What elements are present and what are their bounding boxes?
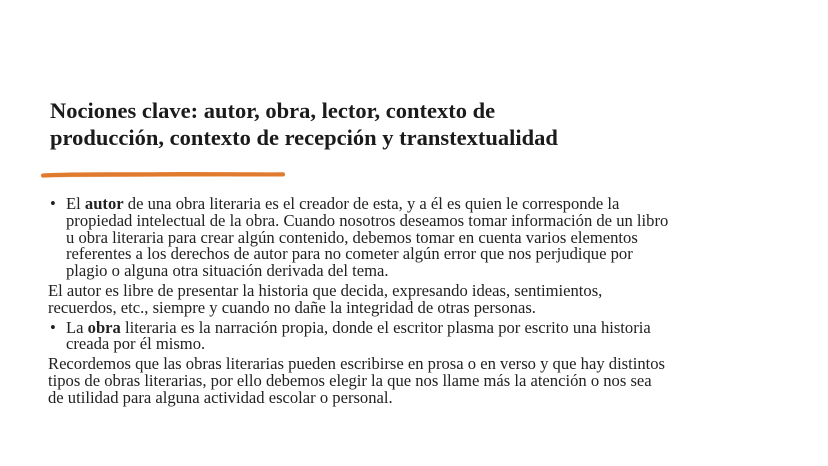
- paragraph-line: de utilidad para alguna actividad escolar o personal.: [48, 387, 393, 407]
- bullet-line: u obra literaria para crear algún contenido, debemos tomar en cuenta varios elementos: [66, 227, 638, 247]
- bullet-prefix: La: [66, 317, 88, 337]
- bullet-prefix: El: [66, 194, 85, 213]
- bullet-line: referentes a los derechos de autor para no cometer algún error que nos perjudique por: [66, 244, 633, 264]
- bullet-line: propiedad intelectual de la obra. Cuando nosotros deseamos tomar información de un libro: [66, 210, 669, 230]
- title-line: producción, contexto de recepción y transtextualidad: [50, 125, 558, 150]
- paragraph-line: recuerdos, etc., siempre y cuando no dañe la integridad de otras personas.: [48, 297, 536, 317]
- title-line: Nociones clave: autor, obra, lector, contexto de: [50, 98, 496, 123]
- bullet-icon: •: [50, 317, 56, 337]
- slide-body: [48, 196, 788, 410]
- paragraph-autor: [48, 280, 788, 317]
- paragraph-obras: [48, 356, 788, 406]
- bullet-line: plagio o alguna otra situación derivada del tema.: [66, 261, 389, 281]
- bold-term: obra: [87, 317, 121, 337]
- bold-term: autor: [84, 194, 124, 213]
- slide-title: [50, 97, 750, 151]
- bullet-icon: •: [50, 194, 56, 213]
- title-accent-underline: [40, 169, 286, 181]
- bullet-obra: [48, 317, 788, 354]
- bullet-autor: [48, 196, 788, 280]
- paragraph-line: Recordemos que las obras literarias pueden escribirse en prosa o en verso y que hay distintos: [48, 354, 666, 374]
- bullet-text: literaria es la narración propia, donde el escritor plasma por escrito una historia: [120, 317, 651, 337]
- bullet-line: creada por él mismo.: [66, 334, 206, 354]
- paragraph-line: tipos de obras literarias, por ello debemos elegir la que nos llame más la atención o nos sea: [48, 370, 652, 390]
- paragraph-line: El autor es libre de presentar la historia que decida, expresando ideas, sentimientos,: [48, 280, 603, 300]
- bullet-text: de una obra literaria es el creador de esta, y a él es quien le corresponde la: [123, 194, 620, 213]
